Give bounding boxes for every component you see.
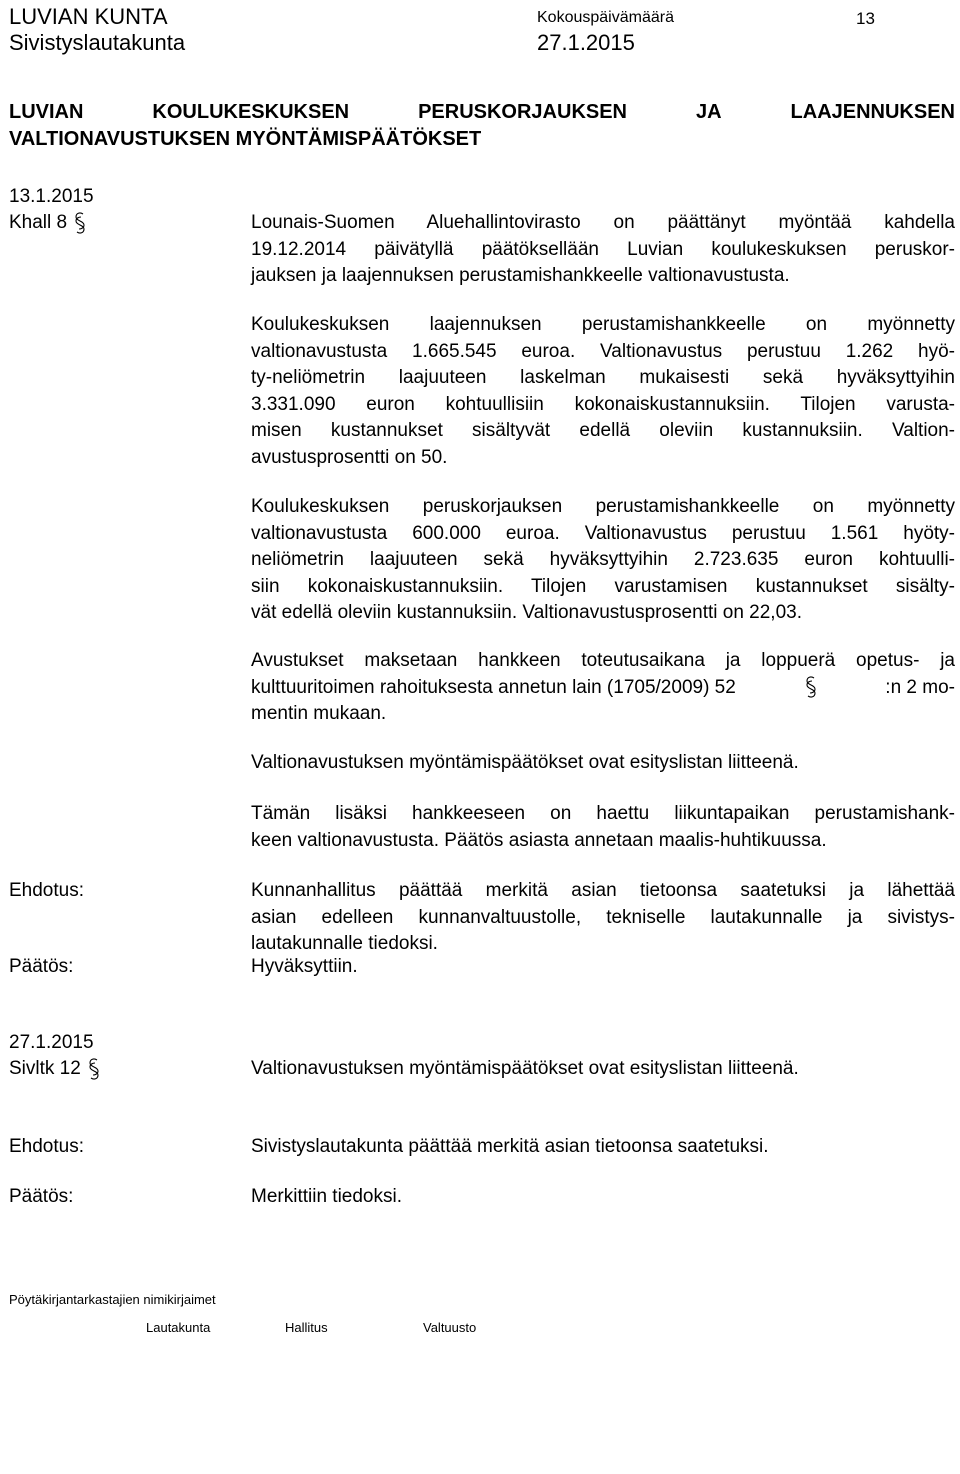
- committee-name: Sivistyslautakunta: [9, 30, 186, 55]
- text-line: mentin mukaan.: [251, 703, 387, 724]
- signature-column-valtuusto: Valtuusto: [423, 1320, 477, 1335]
- section2-ref-text: Sivltk 12: [9, 1058, 81, 1079]
- text-line: Tämän lisäksi hankkeeseen on haettu liikuntapaikan perustamishank-: [251, 803, 955, 824]
- section1-date: 13.1.2015: [9, 186, 94, 207]
- text-line: misen kustannukset sisältyvät edellä oleviin kustannuksiin. Valtion-: [251, 420, 955, 441]
- title-word: PERUSKORJAUKSEN: [418, 101, 628, 123]
- text-line: Koulukeskuksen peruskorjauksen perustamishankkeelle on myönnetty: [251, 496, 955, 517]
- text-line: 3.331.090 euron kohtuullisiin kokonaiskustannuksiin. Tilojen varusta-: [251, 393, 955, 415]
- text-line: jauksen ja laajennuksen perustamishankkeelle valtionavustusta.: [251, 265, 790, 286]
- title-line-2: VALTIONAVUSTUKSEN MYÖNTÄMISPÄÄTÖKSET: [9, 128, 482, 150]
- text-line: 19.12.2014 päivätyllä päätöksellään Luvian koulukeskuksen peruskor-: [251, 238, 955, 260]
- text-line: siin kokonaiskustannuksiin. Tilojen varustamisen kustannukset sisälty-: [251, 575, 955, 597]
- title-word: KOULUKESKUKSEN: [152, 101, 350, 123]
- section2-proposal-text: Sivistyslautakunta päättää merkitä asian tietoonsa saatetuksi.: [251, 1136, 769, 1157]
- text-line: Lounais-Suomen Aluehallintovirasto on päättänyt myöntää kahdella: [251, 212, 955, 233]
- signatures-label: Pöytäkirjantarkastajien nimikirjaimet: [9, 1292, 216, 1307]
- section1-ref: [9, 210, 88, 237]
- text-line: ty-neliömetrin laajuuteen laskelman mukaisesti sekä hyväksyttyihin: [251, 367, 955, 388]
- text-line: valtionavustusta 600.000 euroa. Valtionavustus perustuu 1.561 hyöty-: [251, 522, 955, 544]
- page-number: 13: [856, 9, 875, 28]
- text-line: Valtionavustuksen myöntämispäätökset ovat esityslistan liitteenä.: [251, 752, 799, 773]
- title-word: LAAJENNUKSEN: [790, 101, 955, 123]
- meeting-date: 27.1.2015: [537, 30, 635, 55]
- decision-text: Hyväksyttiin.: [251, 956, 358, 977]
- title-word: JA: [695, 101, 722, 123]
- payment-paragraph: [251, 648, 955, 728]
- renovation-grant-paragraph: [251, 494, 955, 627]
- section2-date: 27.1.2015: [9, 1032, 94, 1053]
- title-word: LUVIAN: [9, 101, 84, 123]
- text-line: vät edellä oleviin kustannuksiin. Valtionavustusprosentti on 22,03.: [251, 602, 802, 623]
- text-line: Koulukeskuksen laajennuksen perustamishankkeelle on myönnetty: [251, 314, 955, 335]
- attachment-paragraph: [251, 750, 955, 777]
- proposal-label: Ehdotus:: [9, 880, 84, 901]
- text-line: avustusprosentti on 50.: [251, 446, 448, 468]
- meeting-date-label: Kokouspäivämäärä: [537, 9, 674, 26]
- document-title: [9, 99, 955, 153]
- section2-decision-text: Merkittiin tiedoksi.: [251, 1186, 402, 1207]
- proposal-text: [251, 878, 955, 958]
- text-fragment: kulttuuritoimen rahoituksesta annetun lain (1705/2009) 52: [251, 676, 736, 698]
- text-line: Avustukset maksetaan hankkeen toteutusaikana ja loppuerä opetus- ja: [251, 650, 955, 671]
- section2-proposal-label: Ehdotus:: [9, 1136, 84, 1157]
- text-line: keen valtionavustusta. Päätös asiasta annetaan maalis-huhtikuussa.: [251, 829, 827, 851]
- title-line-1: [9, 99, 955, 126]
- text-line: neliömetrin laajuuteen sekä hyväksyttyihin 2.723.635 euron kohtuulli-: [251, 549, 955, 570]
- section1-ref-text: Khall 8: [9, 212, 68, 233]
- intro-paragraph: [251, 210, 955, 290]
- text-line: Kunnanhallitus päättää merkitä asian tietoonsa saatetuksi ja lähettää: [251, 880, 955, 901]
- decision-label: Päätös:: [9, 956, 74, 977]
- signature-column-hallitus: Hallitus: [285, 1320, 328, 1335]
- organization-name: LUVIAN KUNTA: [9, 4, 168, 29]
- section-sign-icon: [803, 675, 819, 699]
- section2-decision-label: Päätös:: [9, 1186, 74, 1207]
- text-fragment: :n 2 mo-: [885, 676, 955, 698]
- text-line: [251, 675, 955, 702]
- text-line: asian edelleen kunnanvaltuustolle, tekniselle lautakunnalle ja sivistys-: [251, 906, 955, 928]
- section-sign-icon: [86, 1057, 102, 1081]
- section2-attachment-paragraph: Valtionavustuksen myöntämispäätökset ovat esityslistan liitteenä.: [251, 1058, 799, 1079]
- text-line: lautakunnalle tiedoksi.: [251, 933, 438, 954]
- expansion-grant-paragraph: [251, 312, 955, 471]
- text-line: valtionavustusta 1.665.545 euroa. Valtionavustus perustuu 1.262 hyö-: [251, 340, 955, 362]
- signature-column-lautakunta: Lautakunta: [146, 1320, 211, 1335]
- section-sign-icon: [72, 211, 88, 235]
- sports-facility-paragraph: [251, 801, 955, 854]
- section2-ref: [9, 1056, 102, 1083]
